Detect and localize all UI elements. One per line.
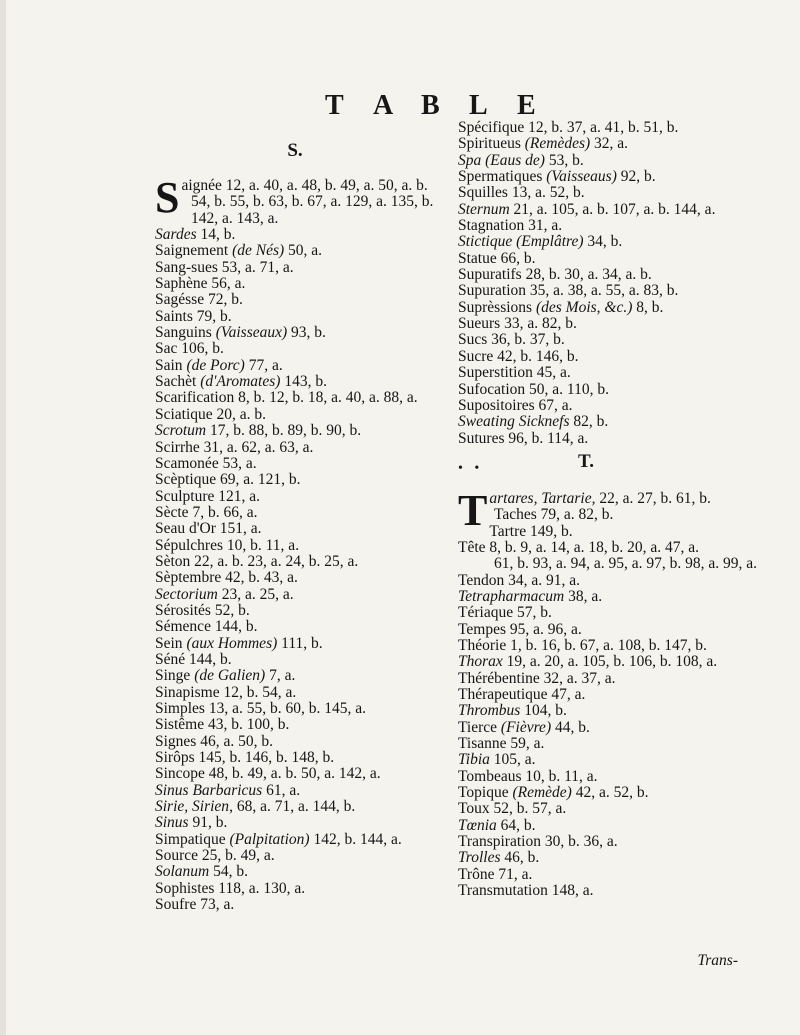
index-entry: Saints 79, b. (155, 307, 232, 325)
index-entry: Tartares, Tartarie, 22, a. 27, b. 61, b. (458, 485, 711, 535)
index-entry: Sang-sues 53, a. 71, a. (155, 258, 294, 276)
index-entry: Sagésse 72, b. (155, 291, 243, 309)
index-entry: Sain (de Porc) 77, a. (155, 356, 283, 374)
title-letter: T (325, 90, 344, 121)
index-entry: Sinus Barbaricus 61, a. (155, 781, 301, 799)
index-entry: Tartre 149, b. (489, 522, 573, 540)
index-entry: Sciatique 20, a. b. (155, 405, 267, 423)
index-entry: Signes 46, a. 50, b. (155, 732, 273, 750)
index-entry: Tériaque 57, b. (458, 604, 552, 622)
index-entry: Sweating Sicknefs 82, b. (458, 413, 609, 431)
section-heading-s: S. (287, 140, 303, 161)
index-entry: Trolles 46, b. (458, 849, 540, 867)
title-letter: A (373, 90, 394, 121)
index-entry: Thorax 19, a. 20, a. 105, b. 106, b. 108, a. (458, 653, 718, 671)
index-entry: Statue 66, b. (458, 249, 536, 267)
catchword: Trans- (697, 952, 738, 969)
title-letter: L (469, 90, 488, 121)
title-letter: E (517, 90, 536, 121)
index-entry: Topique (Remède) 42, a. 52, b. (458, 784, 649, 802)
index-entry: Sculpture 121, a. (155, 487, 261, 505)
right-entries-top (458, 120, 758, 447)
index-entry: Tierce (Fièvre) 44, b. (458, 718, 590, 736)
drop-capital: S (155, 173, 180, 222)
index-entry: Spécifique 12, b. 37, a. 41, b. 51, b. (458, 119, 679, 136)
index-entry: Sophistes 118, a. 130, a. (155, 879, 306, 897)
index-entry: Sutures 96, b. 114, a. (458, 429, 589, 447)
index-entry: Sein (aux Hommes) 111, b. (155, 634, 323, 652)
index-entry: Saignement (de Nés) 50, a. (155, 242, 323, 260)
index-entry: Sardes 14, b. (155, 226, 236, 244)
index-entry: Scamonée 53, a. (155, 454, 257, 472)
index-entry: Sueurs 33, a. 82, b. (458, 315, 577, 333)
left-entries (155, 173, 455, 914)
index-entry: Simpatique (Palpitation) 142, b. 144, a. (155, 830, 402, 848)
index-entry: Squilles 13, a. 52, b. (458, 184, 585, 202)
index-entry: Saignée 12, a. 40, a. 48, b. 49, a. 50, a. b. (155, 173, 428, 222)
index-entry: Scarification 8, b. 12, b. 18, a. 40, a. 88, a. (155, 389, 418, 407)
index-entry: Séné 144, b. (155, 650, 232, 668)
index-entry: Sirôps 145, b. 146, b. 148, b. (155, 749, 335, 767)
index-entry: Scrotum 17, b. 88, b. 89, b. 90, b. (155, 422, 362, 440)
index-entry: Tempes 95, a. 96, a. (458, 620, 582, 638)
left-column (155, 100, 455, 913)
index-entry: Tisanne 59, a. (458, 735, 545, 753)
index-entry: Sufocation 50, a. 110, b. (458, 380, 609, 398)
index-entry: Sanguins (Vaisseaux) 93, b. (155, 324, 326, 342)
index-entry: Sémence 144, b. (155, 618, 258, 636)
section-heading-t: T. (578, 450, 595, 472)
index-entry: Singe (de Galien) 7, a. (155, 667, 296, 685)
index-entry: Tombeaus 10, b. 11, a. (458, 767, 598, 785)
ornament-dots: • • (458, 460, 484, 476)
index-entry: Scirrhe 31, a. 62, a. 63, a. (155, 438, 314, 456)
index-entry: Solanum 54, b. (155, 863, 248, 881)
drop-capital: T (458, 485, 488, 535)
index-entry: Spermatiques (Vaisseaus) 92, b. (458, 168, 656, 186)
index-entry: Superstition 45, a. (458, 364, 571, 382)
index-entry: Sinus 91, b. (155, 814, 228, 832)
index-entry: Trône 71, a. (458, 865, 533, 883)
index-entry: Sècte 7, b. 66, a. (155, 503, 258, 521)
index-entry: Sistême 43, b. 100, b. (155, 716, 290, 734)
index-entry: Sèptembre 42, b. 43, a. (155, 569, 298, 587)
index-entry: Tœnia 64, b. (458, 816, 536, 834)
index-entry: Sinapisme 12, b. 54, a. (155, 683, 297, 701)
index-entry: Supuratifs 28, b. 30, a. 34, a. b. (458, 266, 652, 284)
index-entry: Simples 13, a. 55, b. 60, b. 145, a. (155, 700, 366, 717)
right-entries-bottom (458, 485, 758, 900)
index-entry: Stictique (Emplâtre) 34, b. (458, 233, 623, 251)
index-entry: Sectorium 23, a. 25, a. (155, 585, 294, 603)
index-entry: Soufre 73, a. (155, 896, 235, 914)
index-entry: Scèptique 69, a. 121, b. (155, 471, 301, 489)
index-entry: Taches 79, a. 82, b. (494, 506, 614, 524)
index-entry: Spa (Eaus de) 53, b. (458, 151, 584, 169)
index-entry: Toux 52, b. 57, a. (458, 800, 567, 818)
index-entry: Sternum 21, a. 105, a. b. 107, a. b. 144, a. (458, 200, 716, 218)
title-letter: B (421, 90, 440, 121)
page-edge (0, 0, 6, 1035)
index-entry: 142, a. 143, a. (191, 209, 279, 227)
index-entry: 54, b. 55, b. 63, b. 67, a. 129, a. 135, b. (191, 193, 434, 211)
index-entry: Stagnation 31, a. (458, 217, 563, 235)
index-entry: Tête 8, b. 9, a. 14, a. 18, b. 20, a. 47, a. (458, 538, 700, 556)
index-entry: Tibia 105, a. (458, 751, 536, 769)
index-entry: Tendon 34, a. 91, a. (458, 571, 581, 589)
right-column (458, 120, 758, 899)
index-entry: 61, b. 93, a. 94, a. 95, a. 97, b. 98, a. 99, a. (494, 555, 758, 573)
index-entry: Sérosités 52, b. (155, 601, 250, 619)
index-entry: Transmutation 148, a. (458, 882, 594, 900)
index-entry: Spiritueus (Remèdes) 32, a. (458, 135, 629, 153)
index-entry: Thérébentine 32, a. 37, a. (458, 669, 616, 687)
index-entry: Théorie 1, b. 16, b. 67, a. 108, b. 147, b. (458, 636, 707, 654)
index-entry: Sépulchres 10, b. 11, a. (155, 536, 300, 554)
index-entry: Sèton 22, a. b. 23, a. 24, b. 25, a. (155, 552, 359, 570)
index-entry: Sac 106, b. (155, 340, 224, 358)
index-entry: Transpiration 30, b. 36, a. (458, 833, 618, 851)
index-entry: Suprèssions (des Mois, &c.) 8, b. (458, 298, 664, 316)
index-entry: Supositoires 67, a. (458, 396, 573, 414)
index-entry: Thrombus 104, b. (458, 702, 567, 720)
index-entry: Seau d'Or 151, a. (155, 520, 262, 538)
index-entry: Tetrapharmacum 38, a. (458, 587, 603, 605)
index-entry: Sachèt (d'Aromates) 143, b. (155, 373, 327, 391)
index-entry: Source 25, b. 49, a. (155, 847, 275, 865)
index-entry: Sucre 42, b. 146, b. (458, 347, 579, 365)
index-entry: Sirie, Sirien, 68, a. 71, a. 144, b. (155, 798, 356, 816)
index-entry: Sucs 36, b. 37, b. (458, 331, 565, 349)
index-entry: Supuration 35, a. 38, a. 55, a. 83, b. (458, 282, 679, 300)
index-entry: Sincope 48, b. 49, a. b. 50, a. 142, a. (155, 765, 381, 783)
index-entry: Thérapeutique 47, a. (458, 686, 586, 703)
index-entry: Saphène 56, a. (155, 275, 246, 293)
